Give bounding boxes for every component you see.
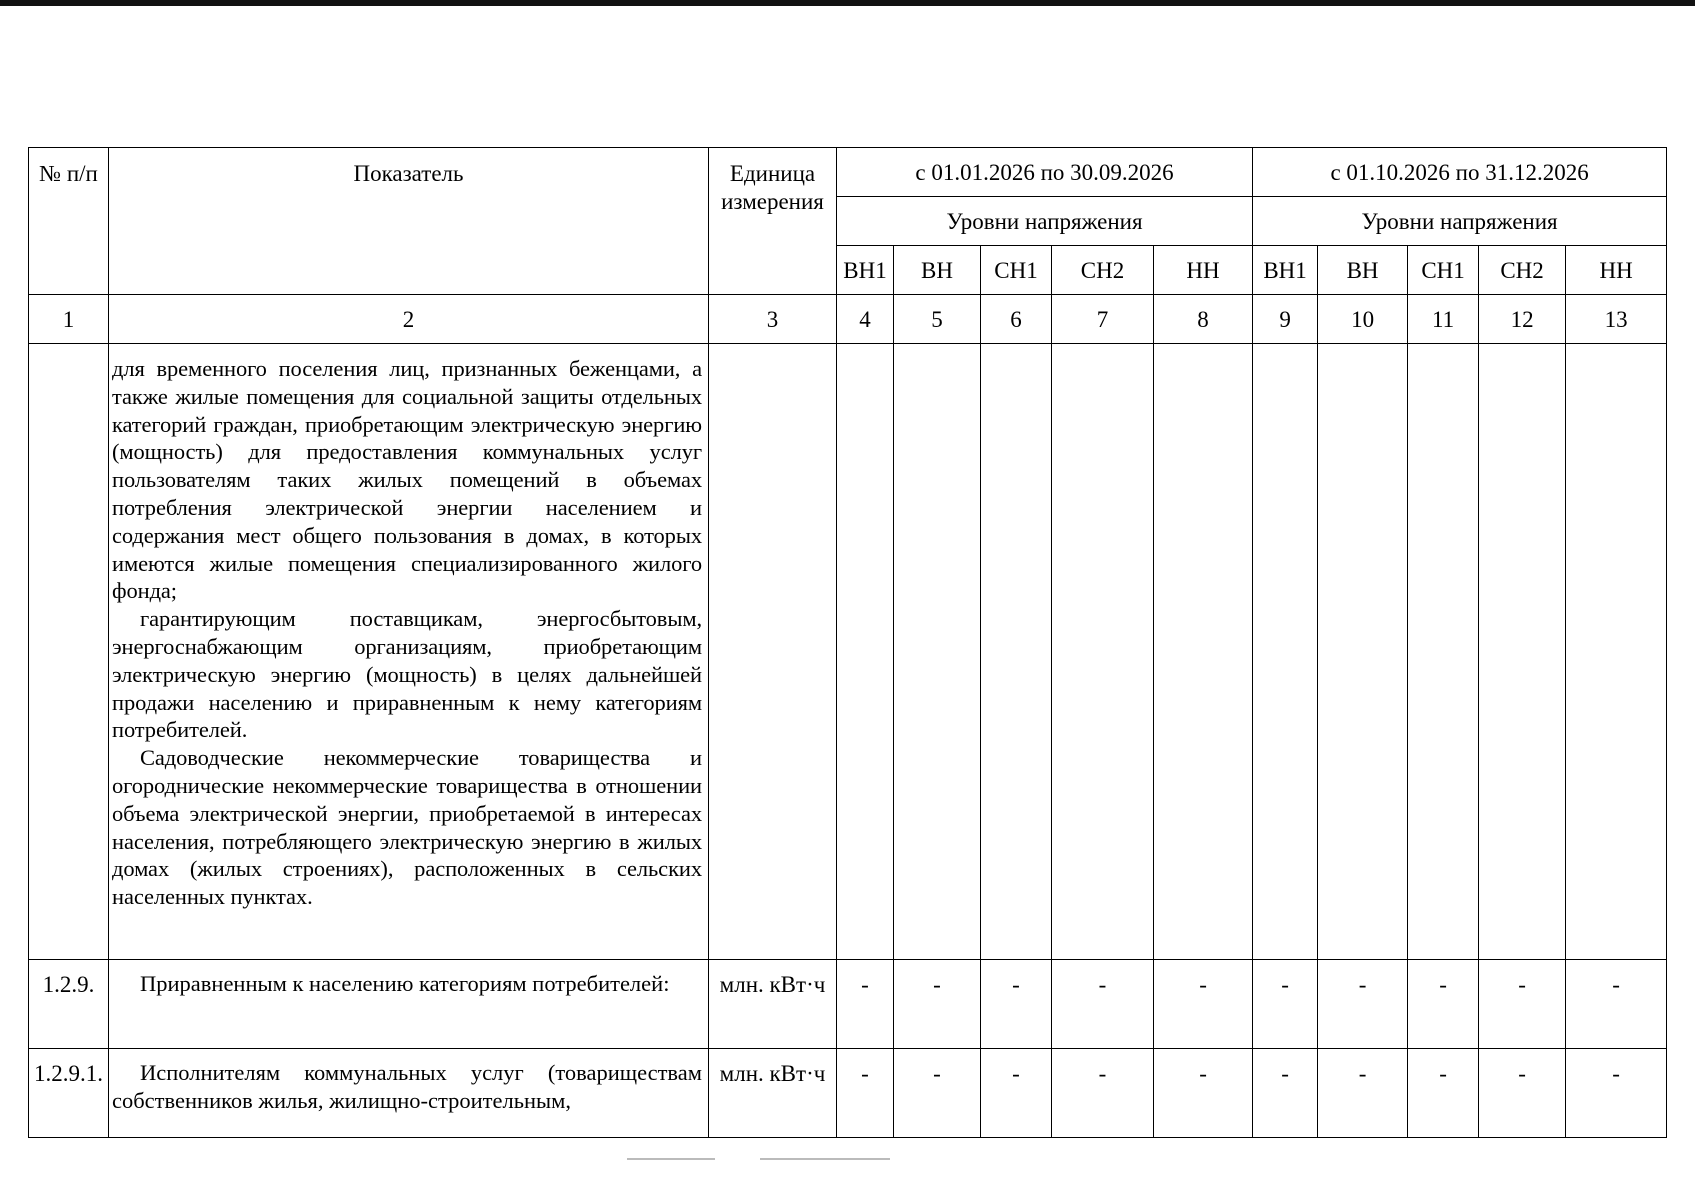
value-cell [1052, 344, 1154, 960]
row-unit: млн. кВт·ч [709, 960, 837, 1049]
column-number: 8 [1154, 295, 1253, 344]
column-number: 2 [109, 295, 709, 344]
value-cell: - [1154, 960, 1253, 1049]
value-cell: - [837, 960, 894, 1049]
level-header: НН [1154, 246, 1253, 295]
column-numbers-row [29, 295, 1667, 344]
column-number: 6 [981, 295, 1052, 344]
row-number: 1.2.9.1. [29, 1049, 109, 1138]
column-number: 4 [837, 295, 894, 344]
value-cell: - [1253, 1049, 1318, 1138]
value-cell: - [1566, 1049, 1667, 1138]
column-number: 7 [1052, 295, 1154, 344]
value-cell [1566, 344, 1667, 960]
header-indicator: Показатель [109, 148, 709, 295]
column-number: 12 [1479, 295, 1566, 344]
value-cell [837, 344, 894, 960]
header-voltage-levels-1: Уровни напряжения [837, 197, 1253, 246]
tariff-table [28, 147, 1667, 1138]
scan-top-edge [0, 0, 1695, 6]
level-header: СН1 [981, 246, 1052, 295]
table-row [29, 1049, 1667, 1138]
description-paragraph: для временного поселения лиц, признанных беженцами, а также жилые помещения для социальной защиты отдельных категорий граждан, приобретающим электрическую энергию (мощность) для предоставления коммунальных услуг пользователям таких жилых помещений в объемах потребления электрической энергии населением и содержания мест общего пользования в домах, в которых имеются жилые помещения специализированного жилого фонда; [112, 356, 702, 604]
row-description [109, 1049, 709, 1138]
value-cell [1479, 344, 1566, 960]
level-header: СН2 [1052, 246, 1154, 295]
value-cell [1318, 344, 1408, 960]
value-cell: - [1052, 1049, 1154, 1138]
level-header: ВН [1318, 246, 1408, 295]
column-number: 11 [1408, 295, 1479, 344]
value-cell [1154, 344, 1253, 960]
row-unit: млн. кВт·ч [709, 1049, 837, 1138]
description-paragraph: Исполнителям коммунальных услуг (товариществам собственников жилья, жилищно-строительным, [112, 1060, 702, 1113]
value-cell: - [1253, 960, 1318, 1049]
value-cell: - [1052, 960, 1154, 1049]
value-cell [1253, 344, 1318, 960]
row-description [109, 960, 709, 1049]
row-description [109, 344, 709, 960]
column-number: 9 [1253, 295, 1318, 344]
value-cell: - [894, 1049, 981, 1138]
header-row-1 [29, 148, 1667, 197]
value-cell: - [1318, 1049, 1408, 1138]
level-header: ВН1 [1253, 246, 1318, 295]
level-header: СН1 [1408, 246, 1479, 295]
description-paragraph: Приравненным к населению категориям потребителей: [140, 971, 670, 996]
column-number: 10 [1318, 295, 1408, 344]
column-number: 13 [1566, 295, 1667, 344]
header-voltage-levels-2: Уровни напряжения [1253, 197, 1667, 246]
value-cell: - [1479, 1049, 1566, 1138]
value-cell: - [1318, 960, 1408, 1049]
scan-artifact [627, 1158, 715, 1160]
table-row [29, 960, 1667, 1049]
description-paragraph: Садоводческие некоммерческие товарищества и огороднические некоммерческие товарищества в отношении объема электрической энергии, приобретаемой в интересах населения, потребляющего электрическую энергию в жилых домах (жилых строениях), расположенных в сельских населенных пунктах. [112, 745, 702, 910]
level-header: НН [1566, 246, 1667, 295]
description-paragraph: гарантирующим поставщикам, энергосбытовым, энергоснабжающим организациям, приобретающим электрическую энергию (мощность) в целях дальнейшей продажи населению и приравненным к нему категориям потребителей. [112, 606, 702, 743]
header-period-1: с 01.01.2026 по 30.09.2026 [837, 148, 1253, 197]
row-number: 1.2.9. [29, 960, 109, 1049]
scan-artifact [760, 1158, 890, 1160]
column-number: 3 [709, 295, 837, 344]
value-cell [981, 344, 1052, 960]
value-cell: - [981, 1049, 1052, 1138]
level-header: ВН1 [837, 246, 894, 295]
header-unit: Единица измерения [709, 148, 837, 295]
level-header: ВН [894, 246, 981, 295]
level-header: СН2 [1479, 246, 1566, 295]
row-number [29, 344, 109, 960]
column-number: 1 [29, 295, 109, 344]
value-cell: - [1408, 1049, 1479, 1138]
value-cell: - [981, 960, 1052, 1049]
value-cell: - [1479, 960, 1566, 1049]
header-period-2: с 01.10.2026 по 31.12.2026 [1253, 148, 1667, 197]
row-unit [709, 344, 837, 960]
value-cell: - [837, 1049, 894, 1138]
header-number: № п/п [29, 148, 109, 295]
value-cell [1408, 344, 1479, 960]
value-cell: - [894, 960, 981, 1049]
value-cell: - [1408, 960, 1479, 1049]
table-row [29, 344, 1667, 960]
column-number: 5 [894, 295, 981, 344]
value-cell: - [1566, 960, 1667, 1049]
value-cell [894, 344, 981, 960]
value-cell: - [1154, 1049, 1253, 1138]
